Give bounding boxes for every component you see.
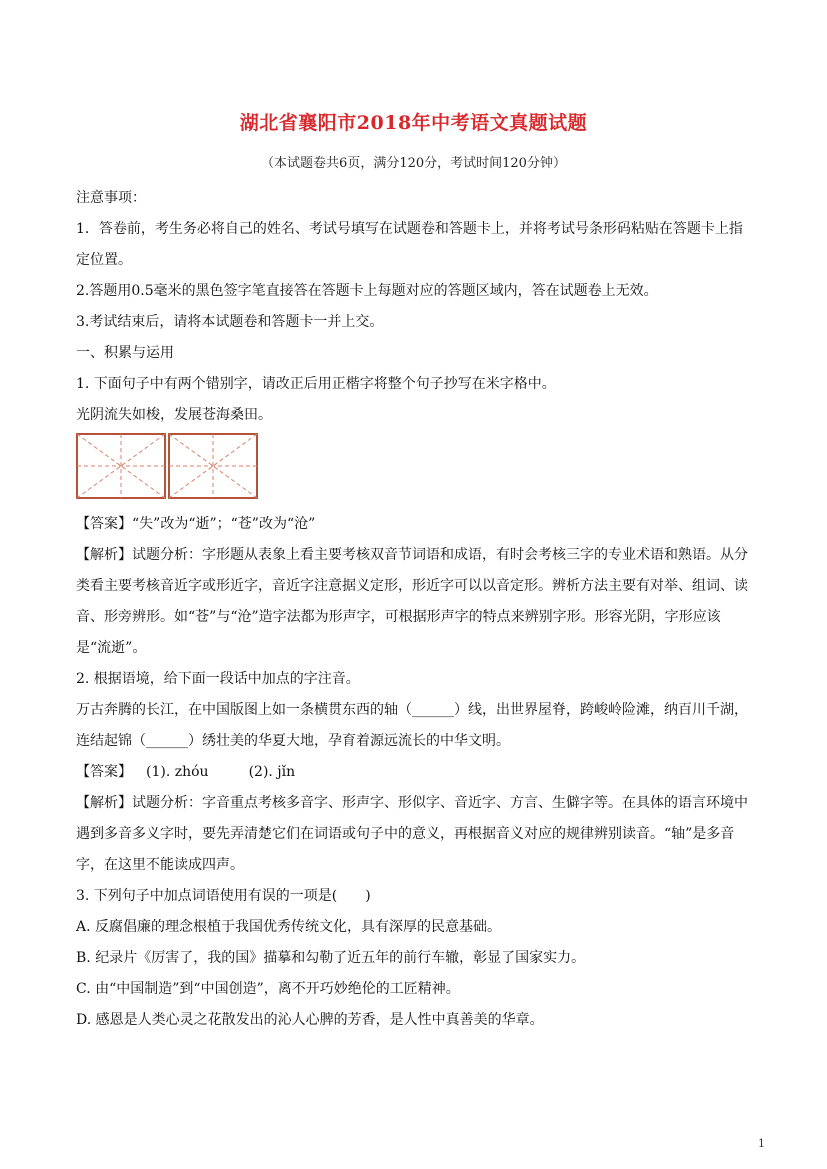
question-1: 1. 下面句子中有两个错别字，请改正后用正楷字将整个句子抄写在米字格中。 [76, 376, 556, 392]
option-c: C. 由“中国制造”到“中国创造”，离不开巧妙绝伦的工匠精神。 [76, 981, 460, 997]
section-heading: 一、积累与运用 [76, 345, 174, 361]
question-2-answer [76, 757, 752, 788]
analysis-text: 试题分析：字音重点考核多音字、形声字、形似字、音近字、方言、生僻字等。在具体的语言环境中遇到多音多义字时，要先弄清楚它们在词语或句子中的意义，再根据音义对应的规律辨别读音。“轴”是多音字，在这里不能读成四声。 [76, 795, 748, 873]
answer-text: “失”改为“逝”；“苍”改为“沧” [132, 516, 316, 532]
analysis-tag: 【解析】 [76, 795, 132, 811]
page-subtitle: （本试题卷共6页，满分120分，考试时间120分钟） [261, 156, 566, 171]
page-number: 1 [758, 1137, 765, 1150]
answer-tag: 【答案】 [76, 516, 132, 532]
option-d: D. 感恩是人类心灵之花散发出的沁人心脾的芳香，是人性中真善美的华章。 [76, 1012, 544, 1028]
page-title: 湖北省襄阳市2018年中考语文真题试题 [239, 112, 588, 134]
answer-tag: 【答案】 [76, 764, 132, 780]
question-1-analysis [76, 540, 752, 664]
question-2: 2. 根据语境，给下面一段话中加点的字注音。 [76, 671, 360, 687]
note-item-3: 3.考试结束后，请将本试题卷和答题卡一并上交。 [76, 314, 384, 330]
analysis-text: 试题分析：字形题从表象上看主要考核双音节词语和成语，有时会考核三字的专业术语和熟语。从分类看主要考核音近字或形近字，音近字注意据义定形，形近字可以以音定形。辨析方法主要有对举、组词、读音、形旁辨形。如“苍”与“沧”造字法都为形声字，可根据形声字的特点来辨别字形。形容光阴，字形应该是“流逝”。 [76, 547, 748, 656]
mizige-cell [168, 433, 258, 499]
option-b: B. 纪录片《厉害了，我的国》描摹和勾勒了近五年的前行车辙，彰显了国家实力。 [76, 950, 586, 966]
note-item-1: 1．答卷前，考生务必将自己的姓名、考试号填写在试题卷和答题卡上，并将考试号条形码粘贴在答题卡上指定位置。 [76, 221, 743, 268]
document-body [76, 183, 752, 1036]
notes-heading: 注意事项： [76, 190, 146, 206]
note-item-2: 2.答题用0.5毫米的黑色签字笔直接答在答题卡上每题对应的答题区域内，答在试题卷上无效。 [76, 283, 658, 299]
question-3: 3. 下列句子中加点词语使用有误的一项是( ) [76, 888, 371, 904]
mizige-grid [76, 433, 752, 505]
question-2-passage: 万古奔腾的长江，在中国版图上如一条横贯东西的轴（______）线，出世界屋脊，跨峻岭险滩，纳百川千湖，连结起锦（______）绣壮美的华夏大地，孕育着源远流长的中华文明。 [76, 702, 748, 749]
analysis-tag: 【解析】 [76, 547, 132, 563]
question-2-analysis [76, 788, 752, 881]
option-a: A. 反腐倡廉的理念根植于我国优秀传统文化，具有深厚的民意基础。 [76, 919, 502, 935]
answer-item-1: (1). zhóu [146, 764, 209, 780]
answer-item-2: (2). jǐn [248, 764, 296, 780]
mizige-cell [76, 433, 166, 499]
question-1-sentence: 光阴流失如梭，发展苍海桑田。 [76, 407, 272, 423]
question-1-answer [76, 509, 752, 540]
